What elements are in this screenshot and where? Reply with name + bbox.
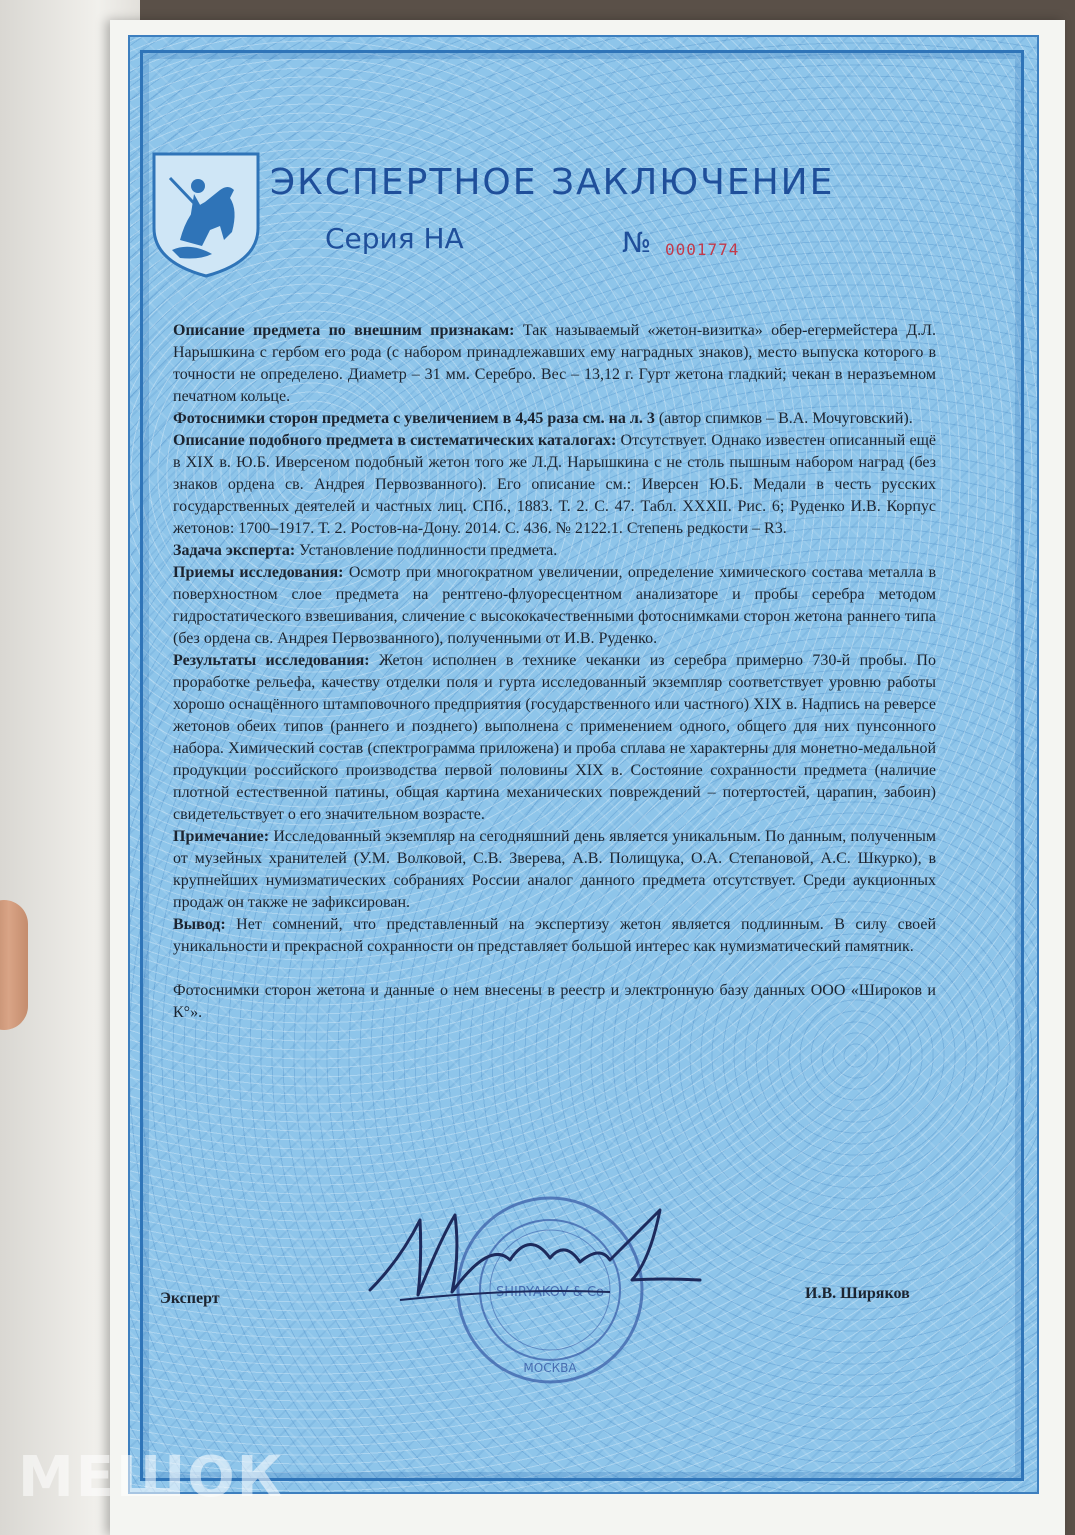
section-expert-task bbox=[173, 540, 936, 562]
section-text: Нет сомнений, что представленный на экспертизу жетон является подлинным. В силу своей уникальности и прекрасной сохранности он представляет большой интерес как нумизматический памятник. bbox=[173, 916, 936, 955]
holding-finger bbox=[0, 900, 28, 1030]
section-methods bbox=[173, 562, 936, 650]
registry-note: Фотоснимки сторон жетона и данные о нем внесены в реестр и электронную базу данных ООО «Широков и К°». bbox=[173, 982, 936, 1021]
section-external-description bbox=[173, 320, 936, 408]
section-text: Жетон исполнен в технике чеканки из серебра примерно 730-й пробы. По проработке рельефа, качеству отделки поля и гурта исследованный экземпляр соответствует уровню работы хорошо оснащённого штамповочного предприятия (государственного или частного) XIX в. Надпись на реверсе жетонов обеих типов (раннего и позднего) выполнена с применением одного, общего для них пунсонного набора. Химический состав (спектрограмма приложена) и проба сплава не характерны для монетно-медальной продукции российского производства первой половины XIX в. Состояние сохранности предмета (наличие плотной естественной патины, общая картина механических повреждений – потертостей, царапин, забоин) свидетельствует о его значительном возрасте. bbox=[173, 652, 936, 823]
section-note bbox=[173, 826, 936, 914]
expert-name: И.В. Ширяков bbox=[805, 1285, 910, 1302]
section-label: Результаты исследования: bbox=[173, 652, 370, 669]
section-catalog-description bbox=[173, 430, 936, 540]
coat-of-arms-icon bbox=[150, 150, 262, 280]
section-label: Примечание: bbox=[173, 828, 270, 845]
section-text: Исследованный экземпляр на сегодняшний день является уникальным. По данным, полученным от музейных хранителей (У.М. Волковой, С.В. Зверева, А.В. Полищука, О.А. Степановой, А.С. Шкурко), в крупнейших нумизматических собраниях России аналог данного предмета отсутствует. Среди аукционных продаж он также не зафиксирован. bbox=[173, 828, 936, 911]
section-text: Отсутствует. Однако известен описанный ещё в XIX в. Ю.Б. Иверсеном подобный жетон того же Л.Д. Нарышкина с не столь пышным набором наград (без знаков ордена св. Андрея Первозванного). Его описание см.: Иверсен Ю.Б. Медали в честь русских государственных деятелей и частных лиц. СПб., 1883. Т. 2. С. 47. Табл. XXXII. Рис. 6; Руденко И.В. Корпус жетонов: 1700–1917. Т. 2. Ростов-на-Дону. 2014. С. 436. № 2122.1. Степень редкости – R3. bbox=[173, 432, 936, 537]
section-label: Описание предмета по внешним признакам: bbox=[173, 322, 515, 339]
section-text: (автор спимков – В.А. Мочуговский). bbox=[654, 410, 913, 427]
section-conclusion bbox=[173, 914, 936, 958]
section-label: Приемы исследования: bbox=[173, 564, 344, 581]
section-photos bbox=[173, 408, 936, 430]
series-label: Серия НА bbox=[325, 222, 464, 255]
section-label: Задача эксперта: bbox=[173, 542, 296, 559]
expert-signature-icon bbox=[360, 1200, 710, 1310]
section-text: Так называемый «жетон-визитка» обер-егермейстера Д.Л. Нарышкина с гербом его рода (с набором принадлежавших ему наградных знаков), место выпуска которого в точности не определено. Диаметр – 31 мм. Серебро. Вес – 13,12 г. Гурт жетона гладкий; чекан в неразъемном печатном кольце. bbox=[173, 322, 936, 405]
section-label: Фотоснимки сторон предмета с увеличением в 4,45 раза см. на л. 3 bbox=[173, 410, 655, 427]
section-label: Вывод: bbox=[173, 916, 226, 933]
stamp-center-text: SHIRYAKOV & Co bbox=[495, 1285, 605, 1300]
expert-label: Эксперт bbox=[160, 1290, 220, 1307]
serial-number: 0001774 bbox=[665, 240, 740, 259]
section-results bbox=[173, 650, 936, 826]
number-sign: № bbox=[622, 226, 652, 259]
section-label: Описание подобного предмета в систематических каталогах: bbox=[173, 432, 617, 449]
conclusion-body bbox=[173, 320, 936, 1024]
document-title: ЭКСПЕРТНОЕ ЗАКЛЮЧЕНИЕ bbox=[270, 162, 835, 203]
section-text: Установление подлинности предмета. bbox=[295, 542, 558, 559]
stamp-bottom-text: МОСКВА bbox=[523, 1361, 577, 1375]
section-text: Осмотр при многократном увеличении, определение химического состава металла в поверхностном слое предмета на рентгено-флуоресцентном анализаторе и пробы серебра методом гидростатического взвешивания, сличение с высококачественными фотоснимками сторон жетона раннего типа (без ордена св. Андрея Первозванного), полученными от И.В. Руденко. bbox=[173, 564, 936, 647]
site-watermark: МЕШОК bbox=[18, 1445, 285, 1510]
